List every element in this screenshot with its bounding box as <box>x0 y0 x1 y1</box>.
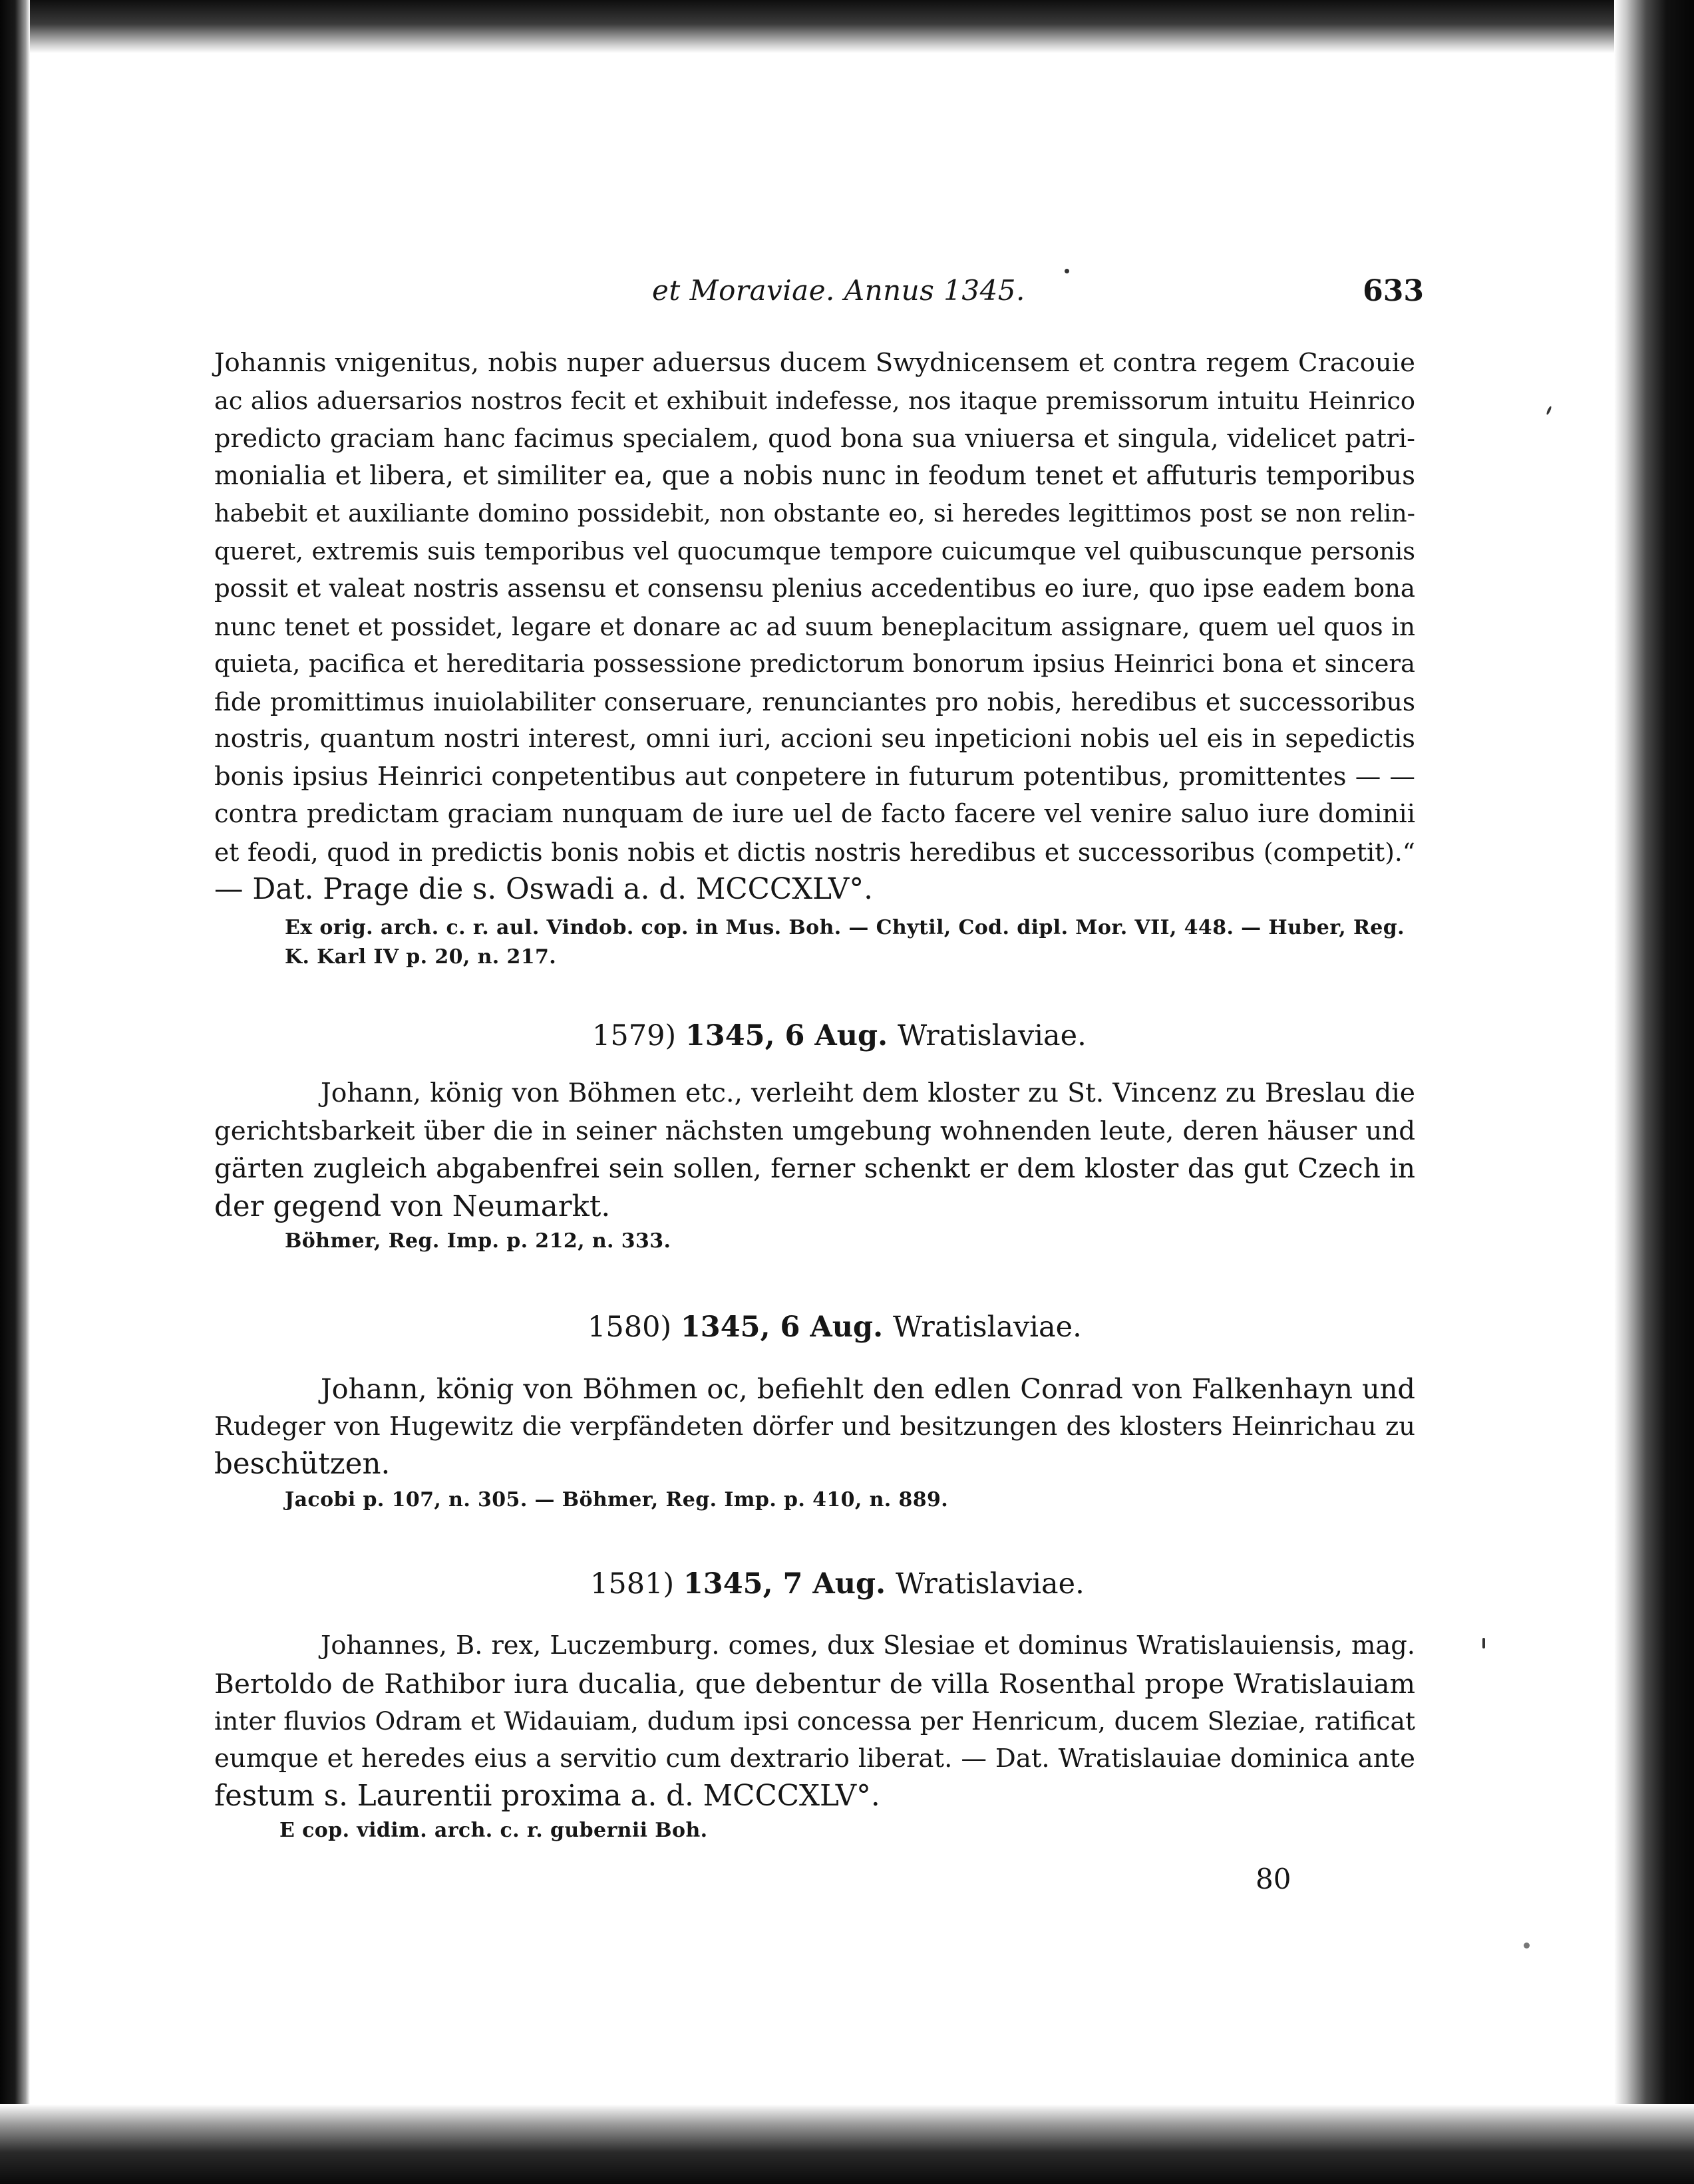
entry-text-1580 <box>214 1370 1415 1483</box>
text-line: festum s. Laurentii proxima a. d. MCCCXLV°. <box>214 1780 880 1813</box>
text-line: quieta, pacifica et hereditaria possessione predictorum bonorum ipsius Heinrici bona et sincera <box>214 649 1415 678</box>
text-line: monialia et libera, et similiter ea, que a nobis nunc in feodum tenet et affuturis temporibus <box>214 460 1415 491</box>
entry-place: Wratislaviae. <box>893 1311 1082 1344</box>
page-number: 633 <box>1363 274 1424 308</box>
source-line: K. Karl IV p. 20, n. 217. <box>285 945 557 969</box>
text-line: eumque et heredes eius a servitio cum dextrario liberat. — Dat. Wratislauiae dominica ante <box>214 1743 1415 1774</box>
text-line: Johann, könig von Böhmen oc, befiehlt den edlen Conrad von Falkenhayn und <box>321 1372 1415 1405</box>
entry-date: 1345, 6 Aug. <box>680 1311 894 1344</box>
entry-text-1579 <box>214 1075 1415 1225</box>
text-line: gärten zugleich abgabenfrei sein sollen, ferner schenkt er dem kloster das gut Czech in <box>214 1154 1415 1184</box>
text-line: der gegend von Neumarkt. <box>214 1189 611 1223</box>
text-line: et feodi, quod in predictis bonis nobis et dictis nostris heredibus et successoribus (competit).“ <box>214 837 1415 867</box>
entry-date: 1345, 7 Aug. <box>683 1567 896 1601</box>
text-line: Johannes, B. rex, Luczemburg. comes, dux Slesiae et dominus Wratislauiensis, mag. <box>321 1631 1415 1660</box>
intro-text <box>214 345 1415 909</box>
text-line: inter fluvios Odram et Widauiam, dudum ipsi concessa per Henricum, ducem Sleziae, ratificat <box>214 1706 1415 1736</box>
text-line: nunc tenet et possidet, legare et donare ac ad suum beneplacitum assignare, quem uel quos in <box>214 611 1415 641</box>
text-line: fide promittimus inuiolabiliter conseruare, renunciantes pro nobis, heredibus et successoribus <box>214 687 1415 716</box>
running-head <box>213 274 1424 314</box>
text-line: — Dat. Prage die s. Oswadi a. d. MCCCXLV°. <box>214 873 873 906</box>
entry-number: 1580) <box>588 1311 681 1344</box>
text-line: Rudeger von Hugewitz die verpfändeten dörfer und besitzungen des klosters Heinrichau zu <box>214 1411 1415 1442</box>
text-line: contra predictam graciam nunquam de iure uel de facto facere vel venire saluo iure dominii <box>214 799 1415 829</box>
text-line: predicto graciam hanc facimus specialem, quod bona sua vniuersa et singula, videlicet patri- <box>214 424 1415 453</box>
entry-text-1581 <box>214 1627 1415 1815</box>
entry-source-1581: E cop. vidim. arch. c. r. gubernii Boh. <box>279 1819 708 1842</box>
text-line: ac alios aduersarios nostros fecit et exhibuit indefesse, nos itaque premissorum intuitu Heinrico <box>214 386 1415 415</box>
text-line: possit et valeat nostris assensu et consensu plenius accedentibus eo iure, quo ipse eadem bona <box>214 574 1415 603</box>
text-line: beschützen. <box>214 1448 391 1481</box>
text-line: habebit et auxiliante domino possidebit, non obstante eo, si heredes legittimos post se non relin- <box>214 499 1415 528</box>
signature-mark: 80 <box>1256 1863 1291 1895</box>
text-line: Johannis vnigenitus, nobis nuper aduersus ducem Swydnicensem et contra regem Cracouie <box>214 348 1415 378</box>
scan-speck <box>1065 269 1069 273</box>
text-line: Bertoldo de Rathibor iura ducalia, que debentur de villa Rosenthal prope Wratislauiam <box>214 1667 1415 1700</box>
entry-date: 1345, 6 Aug. <box>685 1019 898 1052</box>
entry-number: 1579) <box>592 1019 685 1052</box>
entry-source-1580: Jacobi p. 107, n. 305. — Böhmer, Reg. Imp. p. 410, n. 889. <box>285 1488 949 1511</box>
text-line: queret, extremis suis temporibus vel quocumque tempore cuicumque vel quibuscunque personis <box>214 536 1415 565</box>
entry-place: Wratislaviae. <box>896 1567 1085 1601</box>
running-title: et Moraviae. Annus 1345. <box>652 274 1025 307</box>
text-line: bonis ipsius Heinrici conpetentibus aut conpetere in futurum potentibus, promittentes — — <box>214 761 1415 792</box>
source-line: Ex orig. arch. c. r. aul. Vindob. cop. in Mus. Boh. — Chytil, Cod. dipl. Mor. VII, 448. — Huber, Reg. <box>285 916 1405 939</box>
scan-speck <box>1482 1638 1485 1648</box>
scan-speck <box>1524 1943 1530 1949</box>
text-line: Johann, könig von Böhmen etc., verleiht dem kloster zu St. Vincenz zu Breslau die <box>321 1078 1415 1108</box>
scan-speck <box>1546 406 1552 415</box>
text-line: gerichtsbarkeit über die in seiner nächsten umgebung wohnenden leute, deren häuser und <box>214 1116 1415 1146</box>
entry-number: 1581) <box>590 1567 683 1601</box>
entry-place: Wratislaviae. <box>898 1019 1087 1052</box>
text-line: nostris, quantum nostri interest, omni iuri, accioni seu inpeticioni nobis uel eis in sepedictis <box>214 724 1415 754</box>
intro-source <box>285 913 1405 972</box>
entry-source-1579: Böhmer, Reg. Imp. p. 212, n. 333. <box>285 1229 671 1253</box>
